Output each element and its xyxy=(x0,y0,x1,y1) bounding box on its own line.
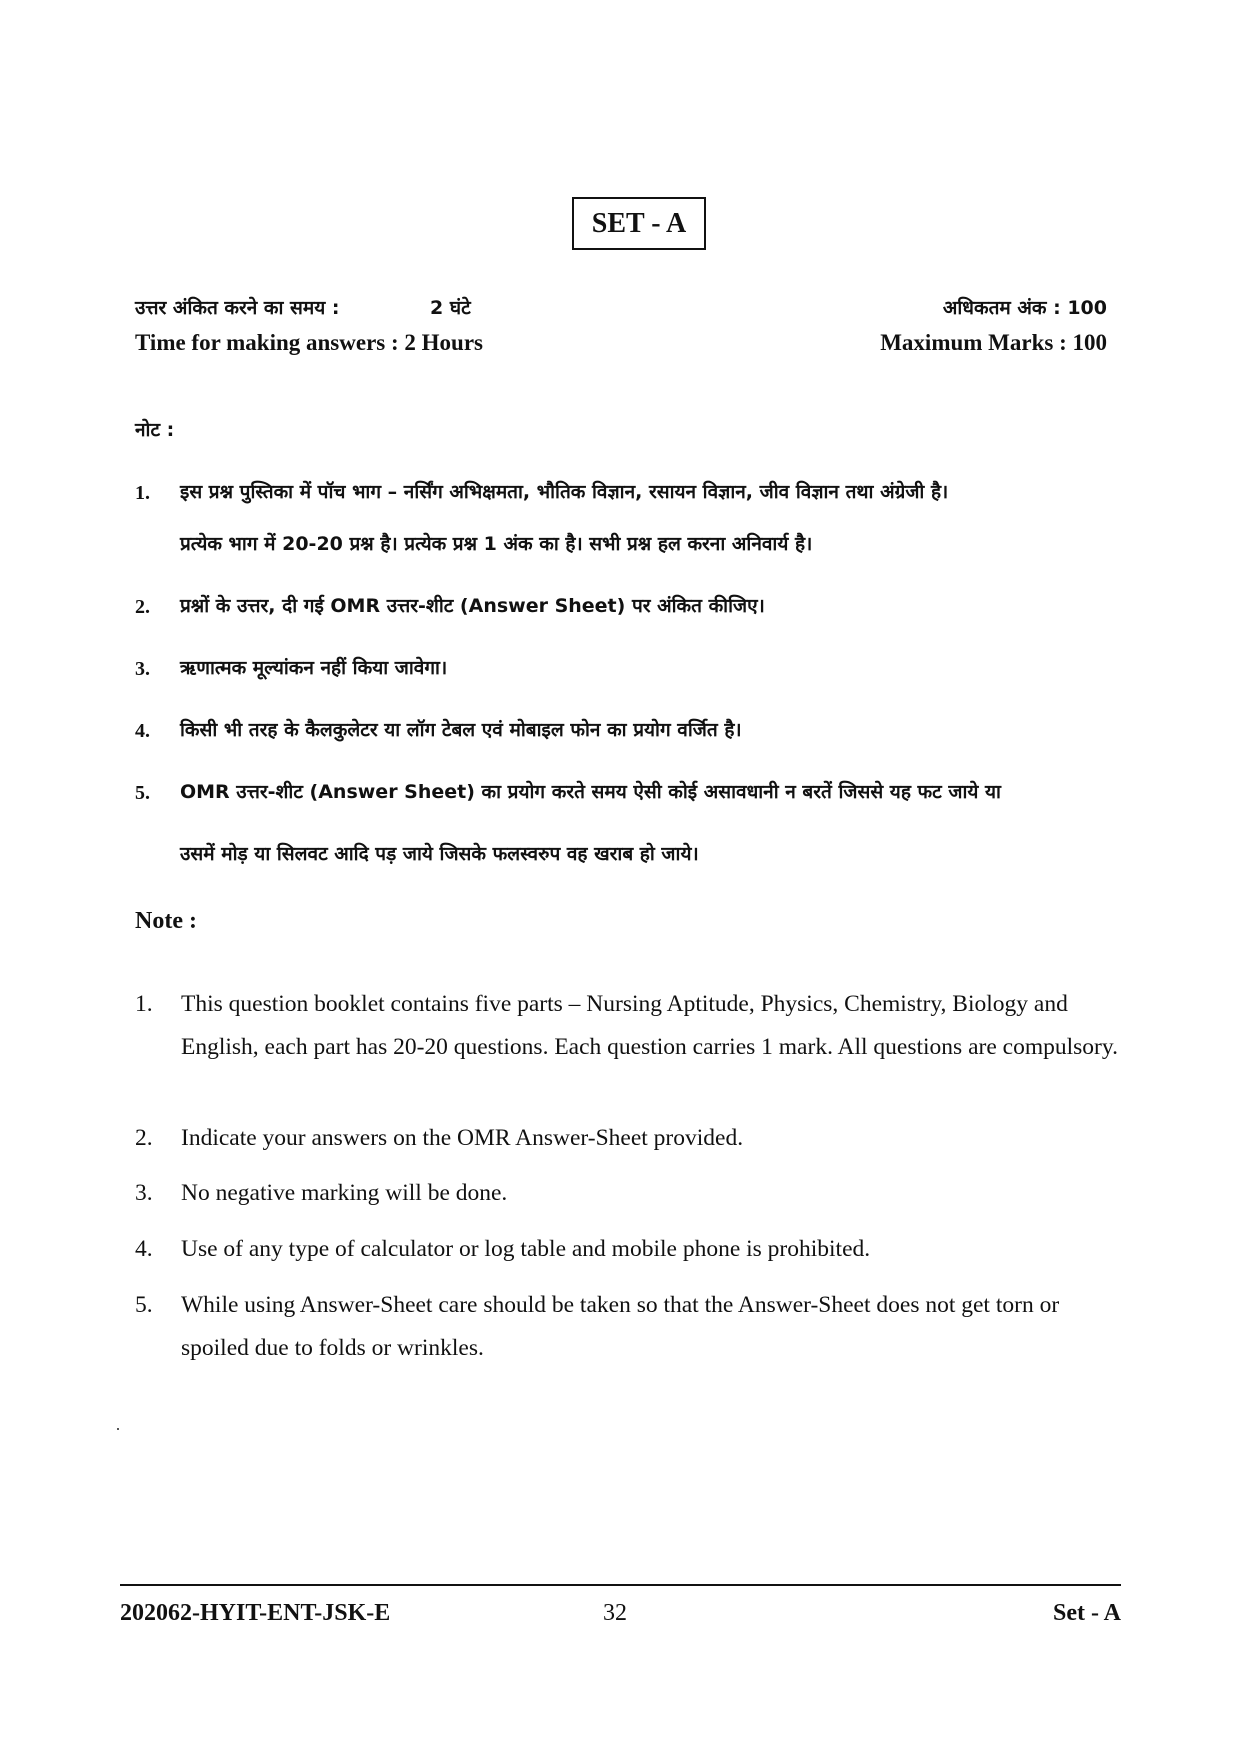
note-en-item-text: This question booklet contains five parts – Nursing Aptitude, Physics, Chemistry, Biology and English, each part has 20-20 questions. Each question carries 1 mark. All questions are compulsory. xyxy=(181,991,1118,1060)
note-en-label: Note : xyxy=(135,908,197,934)
note-hi-item-number: 2. xyxy=(135,596,150,618)
note-hi-item-line: OMR उत्तर-शीट (Answer Sheet) का प्रयोग करते समय ऐसी कोई असावधानी न बरतें जिससे यह फट जाये या xyxy=(180,781,1001,803)
time-hi-value: 2 घंटे xyxy=(430,297,471,319)
note-hi-item-number: 3. xyxy=(135,658,150,680)
note-en-item-text: While using Answer-Sheet care should be taken so that the Answer-Sheet does not get torn or spoiled due to folds or wrinkles. xyxy=(181,1292,1060,1361)
note-hi-item-line: किसी भी तरह के कैलकुलेटर या लॉग टेबल एवं मोबाइल फोन का प्रयोग वर्जित है। xyxy=(180,719,742,741)
note-en-item-text: Use of any type of calculator or log table and mobile phone is prohibited. xyxy=(181,1236,871,1262)
set-label-box xyxy=(572,197,706,250)
footer-rule xyxy=(120,1584,1121,1586)
note-en-item-1 xyxy=(135,983,1125,1069)
note-en-item-number: 4. xyxy=(135,1236,153,1262)
footer-set: Set - A xyxy=(1053,1600,1121,1626)
note-en-item-number: 3. xyxy=(135,1180,153,1206)
note-hi-item-line: ऋणात्मक मूल्यांकन नहीं किया जावेगा। xyxy=(180,657,448,679)
note-hi-item-number: 1. xyxy=(135,482,150,504)
note-en-item-text: No negative marking will be done. xyxy=(181,1180,508,1206)
footer-page-number: 32 xyxy=(603,1600,627,1626)
note-hi-label: नोट : xyxy=(135,419,175,441)
note-hi-item-number: 4. xyxy=(135,720,150,742)
stray-dot xyxy=(117,1428,119,1430)
marks-en: Maximum Marks : 100 xyxy=(880,330,1107,355)
time-en: Time for making answers : 2 Hours xyxy=(135,330,483,355)
note-en-item-3 xyxy=(135,1172,1125,1215)
note-en-item-text: Indicate your answers on the OMR Answer-Sheet provided. xyxy=(181,1125,744,1151)
note-hi-item-line: उसमें मोड़ या सिलवट आदि पड़ जाये जिसके फलस्वरुप वह खराब हो जाये। xyxy=(180,843,699,865)
note-hi-item-number: 5. xyxy=(135,782,150,804)
note-en-item-number: 2. xyxy=(135,1125,153,1151)
marks-hi: अधिकतम अंक : 100 xyxy=(942,297,1107,319)
note-hi-item-line: प्रश्नों के उत्तर, दी गई OMR उत्तर-शीट (Answer Sheet) पर अंकित कीजिए। xyxy=(180,595,765,617)
note-en-item-4 xyxy=(135,1228,1125,1271)
note-en-item-number: 1. xyxy=(135,991,153,1017)
note-en-item-2 xyxy=(135,1117,1125,1160)
footer-code: 202062-HYIT-ENT-JSK-E xyxy=(120,1600,391,1626)
note-hi-item-line: इस प्रश्न पुस्तिका में पॉच भाग – नर्सिंग अभिक्षमता, भौतिक विज्ञान, रसायन विज्ञान, जीव विज्ञान तथा अंग्रेजी है। xyxy=(180,481,949,503)
note-en-item-5 xyxy=(135,1284,1125,1370)
set-label: SET - A xyxy=(591,207,687,239)
note-hi-item-line: प्रत्येक भाग में 20-20 प्रश्न है। प्रत्येक प्रश्न 1 अंक का है। सभी प्रश्न हल करना अनिवार्य है। xyxy=(180,533,813,555)
note-en-item-number: 5. xyxy=(135,1292,153,1318)
time-hi-label: उत्तर अंकित करने का समय : xyxy=(135,297,340,319)
